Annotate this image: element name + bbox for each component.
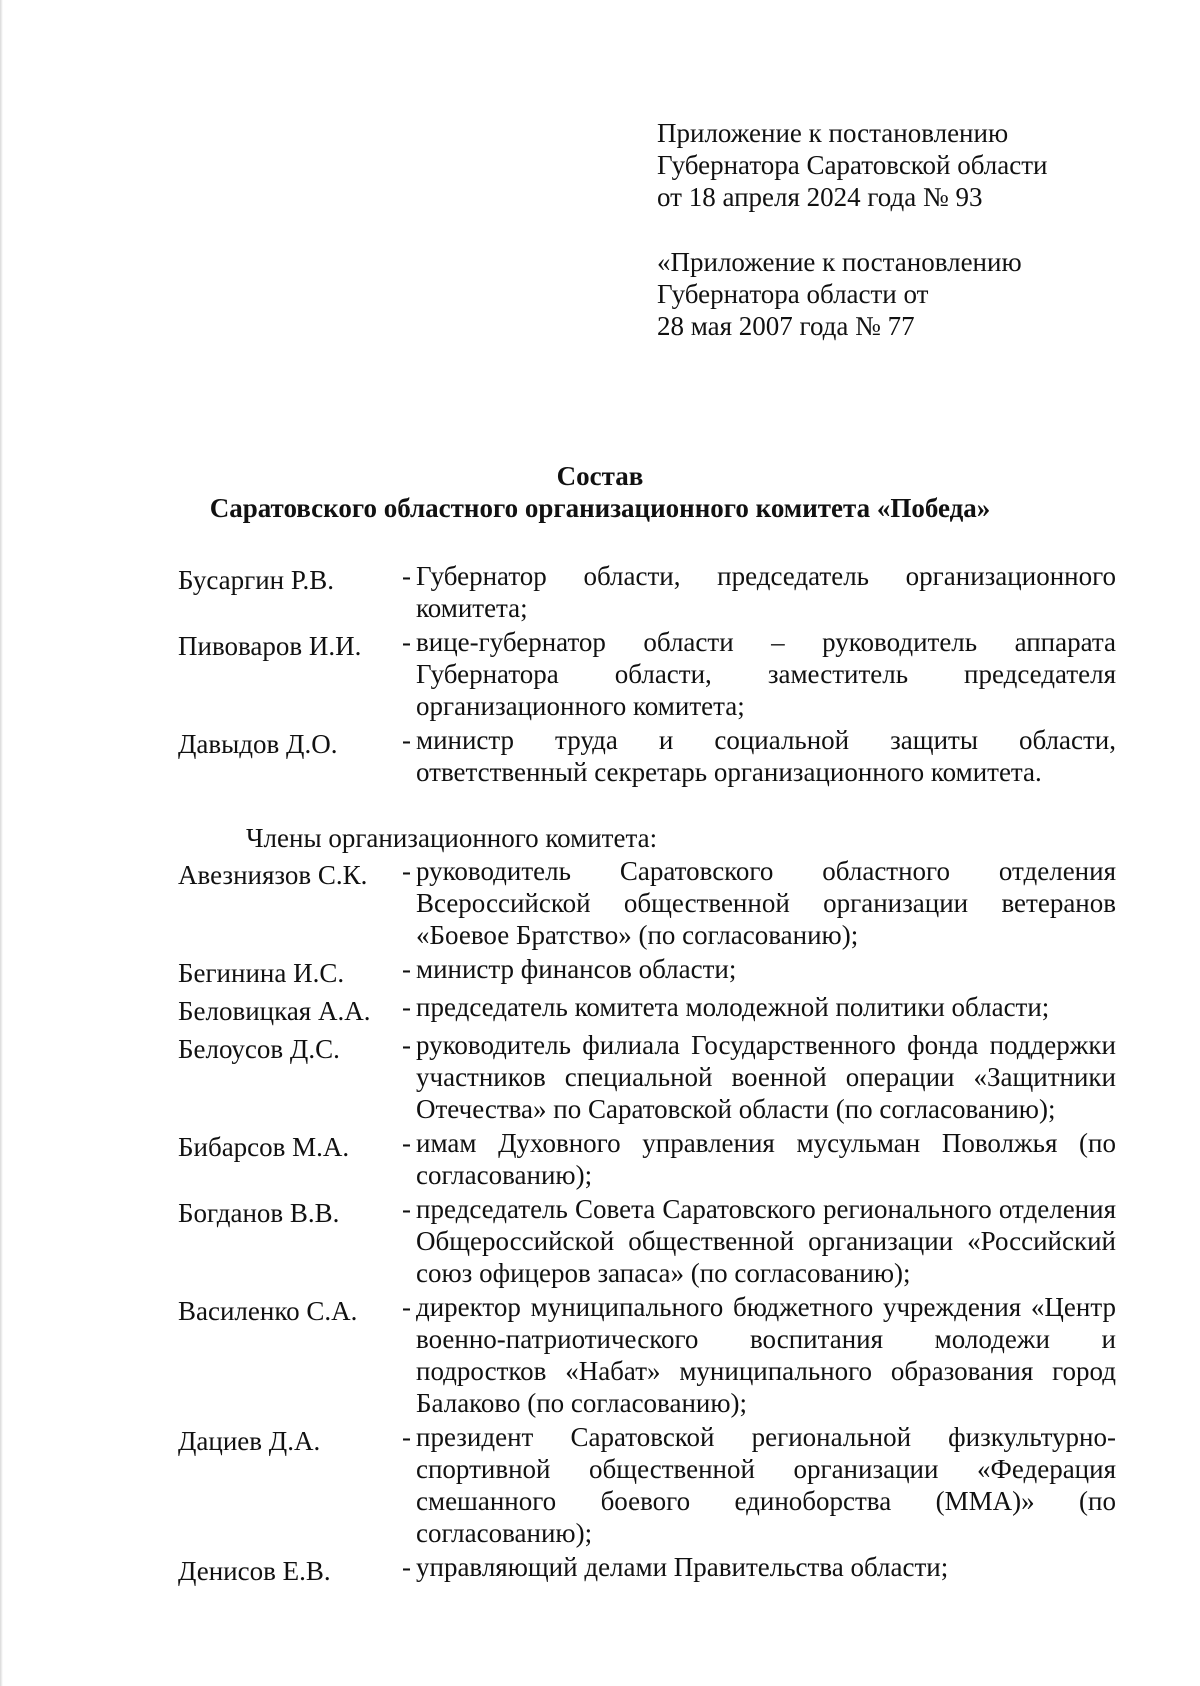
member-dash: - xyxy=(402,561,411,591)
member-row xyxy=(178,724,1116,788)
member-role: руководитель филиала Государственного фонда поддержки участников специальной военной операции «Защитники Отечества» по Саратовской области (по согласованию); xyxy=(416,1030,1116,1124)
member-role: председатель Совета Саратовского регионального отделения Общероссийской общественной организации «Российский союз офицеров запаса» (по согласованию); xyxy=(416,1194,1116,1288)
member-role: вице-губернатор области – руководитель аппарата Губернатора области, заместитель председателя организационного комитета; xyxy=(416,627,1116,721)
member-role: директор муниципального бюджетного учреждения «Центр военно-патриотического воспитания молодежи и подростков «Набат» муниципального образования город Балаково (по согласованию); xyxy=(416,1292,1116,1418)
member-row xyxy=(178,1291,1116,1419)
member-name: Пивоваров И.И. xyxy=(178,631,362,661)
member-name: Бегинина И.С. xyxy=(178,958,345,988)
document-title xyxy=(0,460,1200,524)
members-list xyxy=(178,855,1116,1587)
appendix-note xyxy=(657,117,1177,213)
member-dash: - xyxy=(402,856,411,886)
member-role: председатель комитета молодежной политики области; xyxy=(416,992,1050,1022)
member-role: министр труда и социальной защиты области, ответственный секретарь организационного комитета. xyxy=(416,725,1116,787)
member-row xyxy=(178,1421,1116,1549)
member-row xyxy=(178,560,1116,624)
member-name: Дациев Д.А. xyxy=(178,1426,321,1456)
member-row xyxy=(178,953,1116,989)
appendix-original-note xyxy=(657,246,1177,342)
member-name: Бусаргин Р.В. xyxy=(178,565,335,595)
member-dash: - xyxy=(402,1422,411,1452)
member-role: имам Духовного управления мусульман Поволжья (по согласованию); xyxy=(416,1128,1116,1190)
member-role: министр финансов области; xyxy=(416,954,737,984)
member-row xyxy=(178,626,1116,722)
member-role: управляющий делами Правительства области; xyxy=(416,1552,949,1582)
member-dash: - xyxy=(402,1128,411,1158)
member-dash: - xyxy=(402,1292,411,1322)
member-row xyxy=(178,855,1116,951)
member-row xyxy=(178,991,1116,1027)
member-dash: - xyxy=(402,627,411,657)
title-line-1: Состав xyxy=(556,461,644,491)
member-row xyxy=(178,1551,1116,1587)
member-name: Бибарсов М.А. xyxy=(178,1132,350,1162)
member-name: Василенко С.А. xyxy=(178,1296,358,1326)
member-dash: - xyxy=(402,1030,411,1060)
scan-edge xyxy=(0,0,3,1686)
member-role: Губернатор области, председатель организационного комитета; xyxy=(416,561,1116,623)
member-row xyxy=(178,1193,1116,1289)
member-name: Беловицкая А.А. xyxy=(178,996,371,1026)
member-name: Денисов Е.В. xyxy=(178,1556,331,1586)
appendix-line: «Приложение к постановлению xyxy=(657,247,1022,277)
appendix-line: от 18 апреля 2024 года № 93 xyxy=(657,182,983,212)
leaders-list xyxy=(178,560,1116,788)
member-dash: - xyxy=(402,1552,411,1582)
member-role: президент Саратовской региональной физкультурно-спортивной общественной организации «Федерация смешанного боевого единоборства (ММА)» (по согласованию); xyxy=(416,1422,1116,1548)
members-heading: Члены организационного комитета: xyxy=(246,823,658,853)
member-dash: - xyxy=(402,954,411,984)
appendix-line: Приложение к постановлению xyxy=(657,118,1009,148)
member-row xyxy=(178,1127,1116,1191)
member-name: Богданов В.В. xyxy=(178,1198,340,1228)
member-row xyxy=(178,1029,1116,1125)
member-dash: - xyxy=(402,1194,411,1224)
member-name: Давыдов Д.О. xyxy=(178,729,338,759)
member-role: руководитель Саратовского областного отделения Всероссийской общественной организации ветеранов «Боевое Братство» (по согласованию); xyxy=(416,856,1116,950)
member-dash: - xyxy=(402,992,411,1022)
title-line-2: Саратовского областного организационного комитета «Победа» xyxy=(209,493,991,523)
member-name: Белоусов Д.С. xyxy=(178,1034,340,1064)
appendix-line: Губернатора Саратовской области xyxy=(657,150,1048,180)
appendix-line: Губернатора области от xyxy=(657,279,929,309)
appendix-line: 28 мая 2007 года № 77 xyxy=(657,311,915,341)
member-name: Авезниязов С.К. xyxy=(178,860,368,890)
member-dash: - xyxy=(402,725,411,755)
